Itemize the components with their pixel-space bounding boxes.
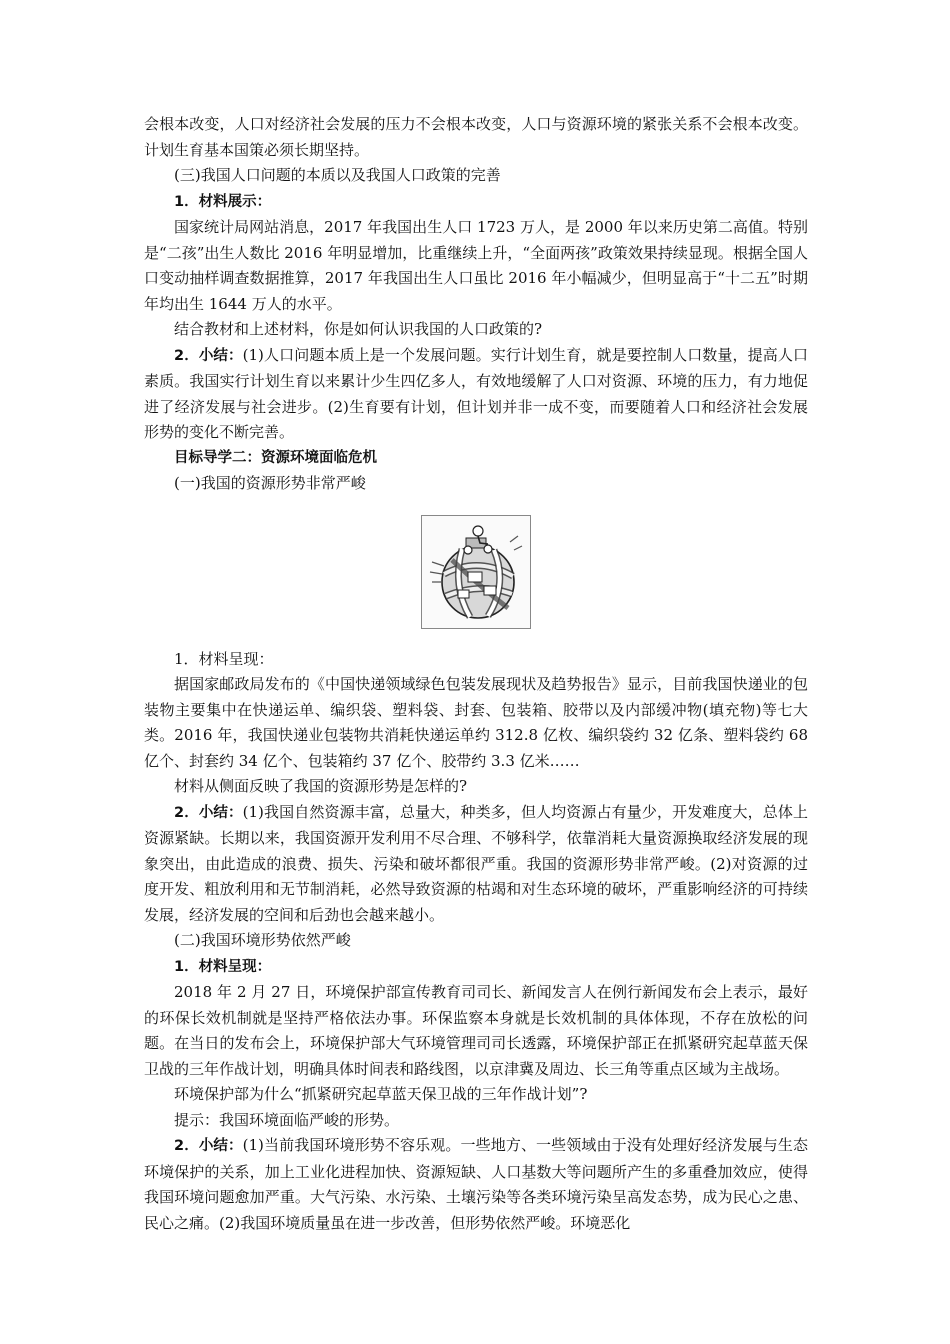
question-resources: 材料从侧面反映了我国的资源形势是怎样的? bbox=[174, 777, 468, 795]
paragraph-material-express: 据国家邮政局发布的《中国快递领域绿色包装发展现状及趋势报告》显示，目前我国快递业的包装物主要集中在快递运单、编织袋、塑料袋、封套、包装箱、胶带以及内部缓冲物(填充物)等七大类。2016 年，我国快递业包装物共消耗快递运单约 312.8 亿枚、编织袋约 32 亿条、塑料袋约 68 亿个、封套约 34 亿个、包装箱约 37 亿个、胶带约 3.3 亿米…… bbox=[144, 675, 808, 770]
hint: 提示：我国环境面临严峻的形势。 bbox=[174, 1110, 400, 1129]
bold-label: 2．小结： bbox=[174, 804, 243, 821]
material-label bbox=[144, 647, 808, 673]
objective-heading: 目标导学二：资源环境面临危机 bbox=[174, 449, 377, 466]
label-text: 1．材料呈现： bbox=[174, 649, 274, 668]
paragraph-material-environment: 2018 年 2 月 27 日，环境保护部宣传教育司司长、新闻发言人在例行新闻发布会上表示，最好的环保长效机制就是坚持严格依法办事。环保监察本身就是长效机制的具体体现，不存在放松的问题。在当日的发布会上，环境保护部大气环境管理司司长透露，环境保护部正在抓紧研究起草蓝天保卫战的三年作战计划，明确具体时间表和路线图，以京津冀及周边、长三角等重点区域为主战场。 bbox=[144, 983, 808, 1078]
material-label bbox=[144, 954, 808, 981]
cartoon-globe-wrapped-in-packaging-icon bbox=[421, 515, 531, 629]
question-population-policy: 结合教材和上述材料，你是如何认识我国的人口政策的? bbox=[174, 320, 543, 338]
summary-environment bbox=[144, 1133, 808, 1236]
bold-label: 1．材料展示： bbox=[174, 193, 272, 210]
bold-label: 2．小结： bbox=[174, 347, 243, 364]
summary-population bbox=[144, 343, 808, 446]
bold-label: 2．小结： bbox=[174, 1138, 243, 1154]
section-heading-resources: (一)我国的资源形势非常严峻 bbox=[174, 474, 366, 492]
summary-text: (1)我国自然资源丰富，总量大，种类多，但人均资源占有量少，开发难度大，总体上资源紧缺。长期以来，我国资源开发利用不尽合理、不够科学，依靠消耗大量资源换取经济发展的现象突出，由此造成的浪费、损失、污染和破坏都很严重。我国的资源形势非常严峻。(2)对资源的过度开发、粗放利用和无节制消耗，必然导致资源的枯竭和对生态环境的破坏，严重影响经济的可持续发展，经济发展的空间和后劲也会越来越小。 bbox=[144, 802, 808, 924]
summary-text: (1)人口问题本质上是一个发展问题。实行计划生育，就是要控制人口数量，提高人口素质。我国实行计划生育以来累计少生四亿多人，有效地缓解了人口对资源、环境的压力，有力地促进了经济发展与社会进步。(2)生育要有计划，但计划并非一成不变，而要随着人口和经济社会发展形势的变化不断完善。 bbox=[144, 345, 808, 441]
question-environment: 环境保护部为什么“抓紧研究起草蓝天保卫战的三年作战计划”? bbox=[174, 1085, 588, 1103]
figure-container bbox=[144, 497, 808, 647]
document-page bbox=[144, 112, 808, 1236]
bold-label: 1．材料呈现： bbox=[174, 958, 272, 975]
summary-resources bbox=[144, 800, 808, 929]
paragraph-intro: 会根本改变，人口对经济社会发展的压力不会根本改变，人口与资源环境的紧张关系不会根本改变。计划生育基本国策必须长期坚持。 bbox=[144, 115, 808, 159]
section-heading-environment: (二)我国环境形势依然严峻 bbox=[174, 931, 351, 949]
material-label bbox=[144, 189, 808, 216]
summary-text: (1)当前我国环境形势不容乐观。一些地方、一些领域由于没有处理好经济发展与生态环境保护的关系，加上工业化进程加快、资源短缺、人口基数大等问题所产生的多重叠加效应，使得我国环境问题愈加严重。大气污染、水污染、土壤污染等各类环境污染呈高发态势，成为民心之患、民心之痛。(2)我国环境质量虽在进一步改善，但形势依然严峻。环境恶化 bbox=[144, 1136, 808, 1232]
paragraph-material-population: 国家统计局网站消息，2017 年我国出生人口 1723 万人，是 2000 年以来历史第二高值。特别是“二孩”出生人数比 2016 年明显增加，比重继续上升，“全面两孩”政策效果持续显现。根据全国人口变动抽样调查数据推算，2017 年我国出生人口虽比 2016 年小幅减少，但明显高于“十二五”时期年均出生 1644 万人的水平。 bbox=[144, 218, 808, 313]
section-heading-population-policy: (三)我国人口问题的本质以及我国人口政策的完善 bbox=[174, 166, 501, 184]
